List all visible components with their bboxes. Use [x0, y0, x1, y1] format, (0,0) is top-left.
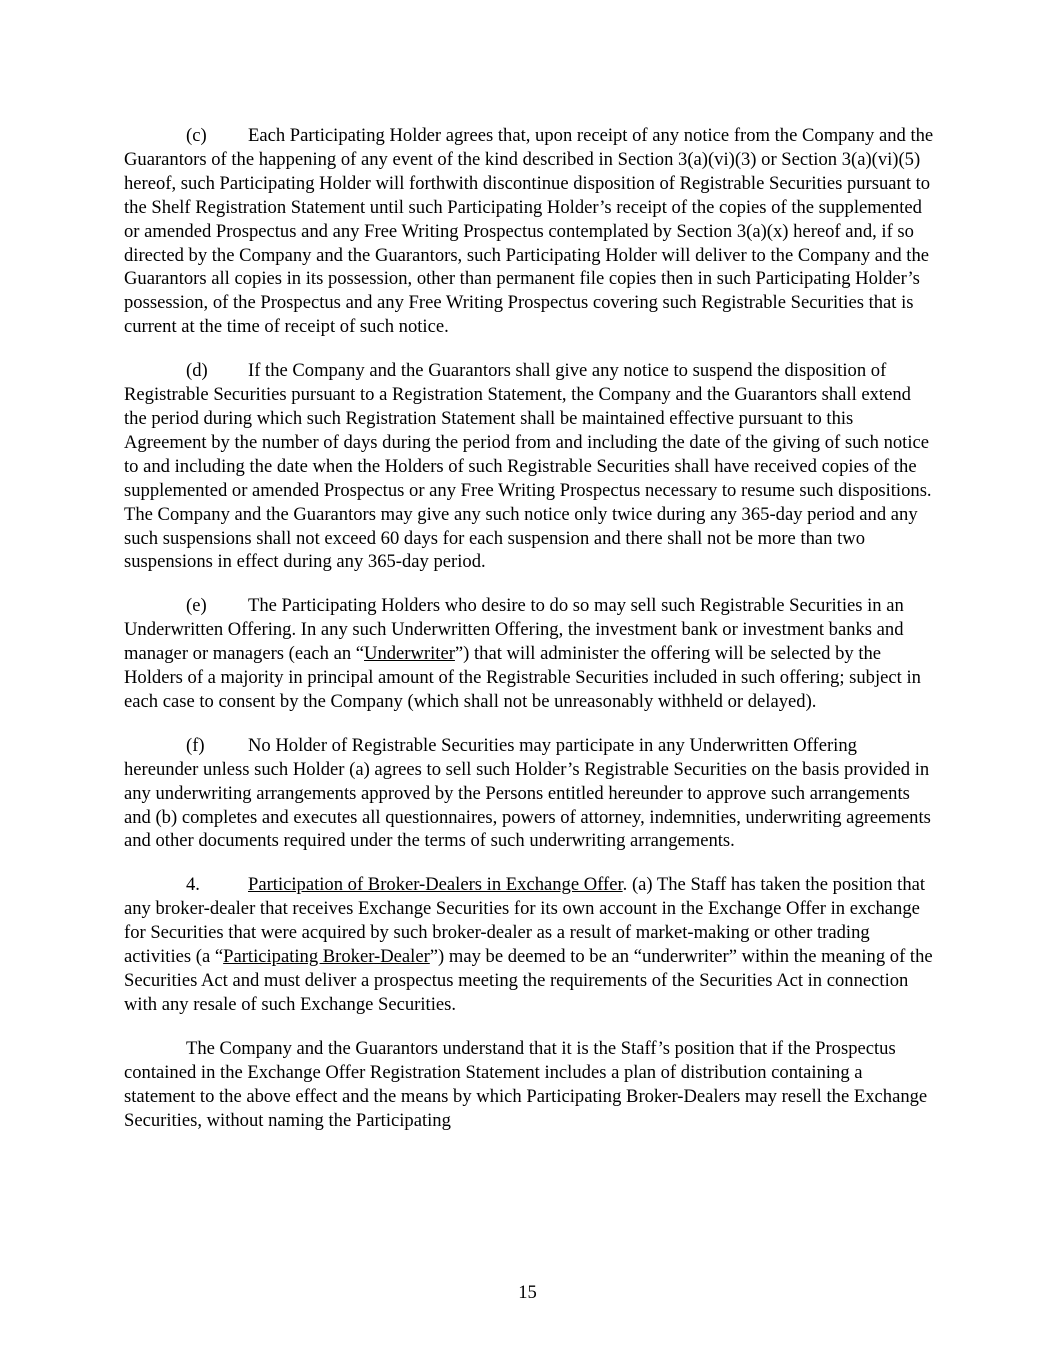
paragraph-label: (e) [186, 595, 207, 617]
paragraph-text: The Company and the Guarantors understand that it is the Staff’s position that if the Prospectus contained in the Exchange Offer Registration Statement includes a plan of distribution containing a statement to the above effect and the means by which Participating Broker-Dealers may resell the Exchange Securities, without naming the Participating [124, 1037, 928, 1131]
paragraph-3c [124, 124, 934, 339]
section-4 [124, 873, 934, 1016]
section-heading: Participation of Broker-Dealers in Exchange Offer [248, 874, 623, 896]
paragraph-continuation [124, 1037, 934, 1133]
paragraph-3f [124, 734, 934, 854]
paragraph-text-before: . (a) The Staff has taken the position that any broker-dealer that receives Exchange Securities for its own account in the Exchange Offer in exchange for Securities that were acquired by such broker-dealer as a result of market-making or other trading activities (a “ [124, 874, 926, 968]
paragraph-text-before: The Participating Holders who desire to do so may sell such Registrable Securities in an Underwritten Offering. In any such Underwritten Offering, the investment bank or investment banks and manager or managers (each an “ [124, 595, 904, 665]
paragraph-label: (f) [186, 734, 205, 756]
paragraph-text: No Holder of Registrable Securities may participate in any Underwritten Offering hereunder unless such Holder (a) agrees to sell such Holder’s Registrable Securities on the basis provided in any underwriting arrangements approved by the Persons entitled hereunder to approve such arrangements and (b) completes and executes all questionnaires, powers of attorney, indemnities, underwriting agreements and other documents required under the terms of such underwriting arrangements. [124, 734, 931, 852]
paragraph-label: (d) [186, 360, 208, 382]
paragraph-text-after: ”) may be deemed to be an “underwriter” within the meaning of the Securities Act and must deliver a prospectus meeting the requirements of the Securities Act in connection with any resale of such Exchange Securities. [124, 946, 933, 1015]
paragraph-text-after: ”) that will administer the offering will be selected by the Holders of a majority in principal amount of the Registrable Securities included in such offering; subject in each case to consent by the Company (which shall not be unreasonably withheld or delayed). [124, 643, 921, 712]
defined-term-participating-broker-dealer: Participating Broker-Dealer [223, 946, 430, 968]
paragraph-3d [124, 359, 934, 574]
paragraph-text: If the Company and the Guarantors shall give any notice to suspend the disposition of Registrable Securities pursuant to a Registration Statement, the Company and the Guarantors shall extend the period during which such Registration Statement shall be maintained effective pursuant to this Agreement by the number of days during the period from and including the date of the giving of such notice to and including the date when the Holders of such Registrable Securities shall have received copies of the supplemented or amended Prospectus or any Free Writing Prospectus necessary to resume such dispositions. The Company and the Guarantors may give any such notice only twice during any 365-day period and any such suspensions shall not exceed 60 days for each suspension and there shall not be more than two suspensions in effect during any 365-day period. [124, 360, 932, 573]
document-body [124, 124, 934, 1132]
section-number: 4. [186, 874, 200, 896]
paragraph-3e [124, 594, 934, 714]
defined-term-underwriter: Underwriter [364, 643, 455, 665]
page-number: 15 [518, 1282, 537, 1303]
paragraph-text: Each Participating Holder agrees that, upon receipt of any notice from the Company and the Guarantors of the happening of any event of the kind described in Section 3(a)(vi)(3) or Section 3(a)(vi)(5) hereof, such Participating Holder will forthwith discontinue disposition of Registrable Securities pursuant to the Shelf Registration Statement until such Participating Holder’s receipt of the copies of the supplemented or amended Prospectus and any Free Writing Prospectus contemplated by Section 3(a)(x) hereof and, if so directed by the Company and the Guarantors, such Participating Holder will deliver to the Company and the Guarantors all copies in its possession, other than permanent file copies then in such Participating Holder’s possession, of the Prospectus and any Free Writing Prospectus covering such Registrable Securities that is current at the time of receipt of such notice. [124, 125, 934, 338]
paragraph-label: (c) [186, 125, 207, 146]
